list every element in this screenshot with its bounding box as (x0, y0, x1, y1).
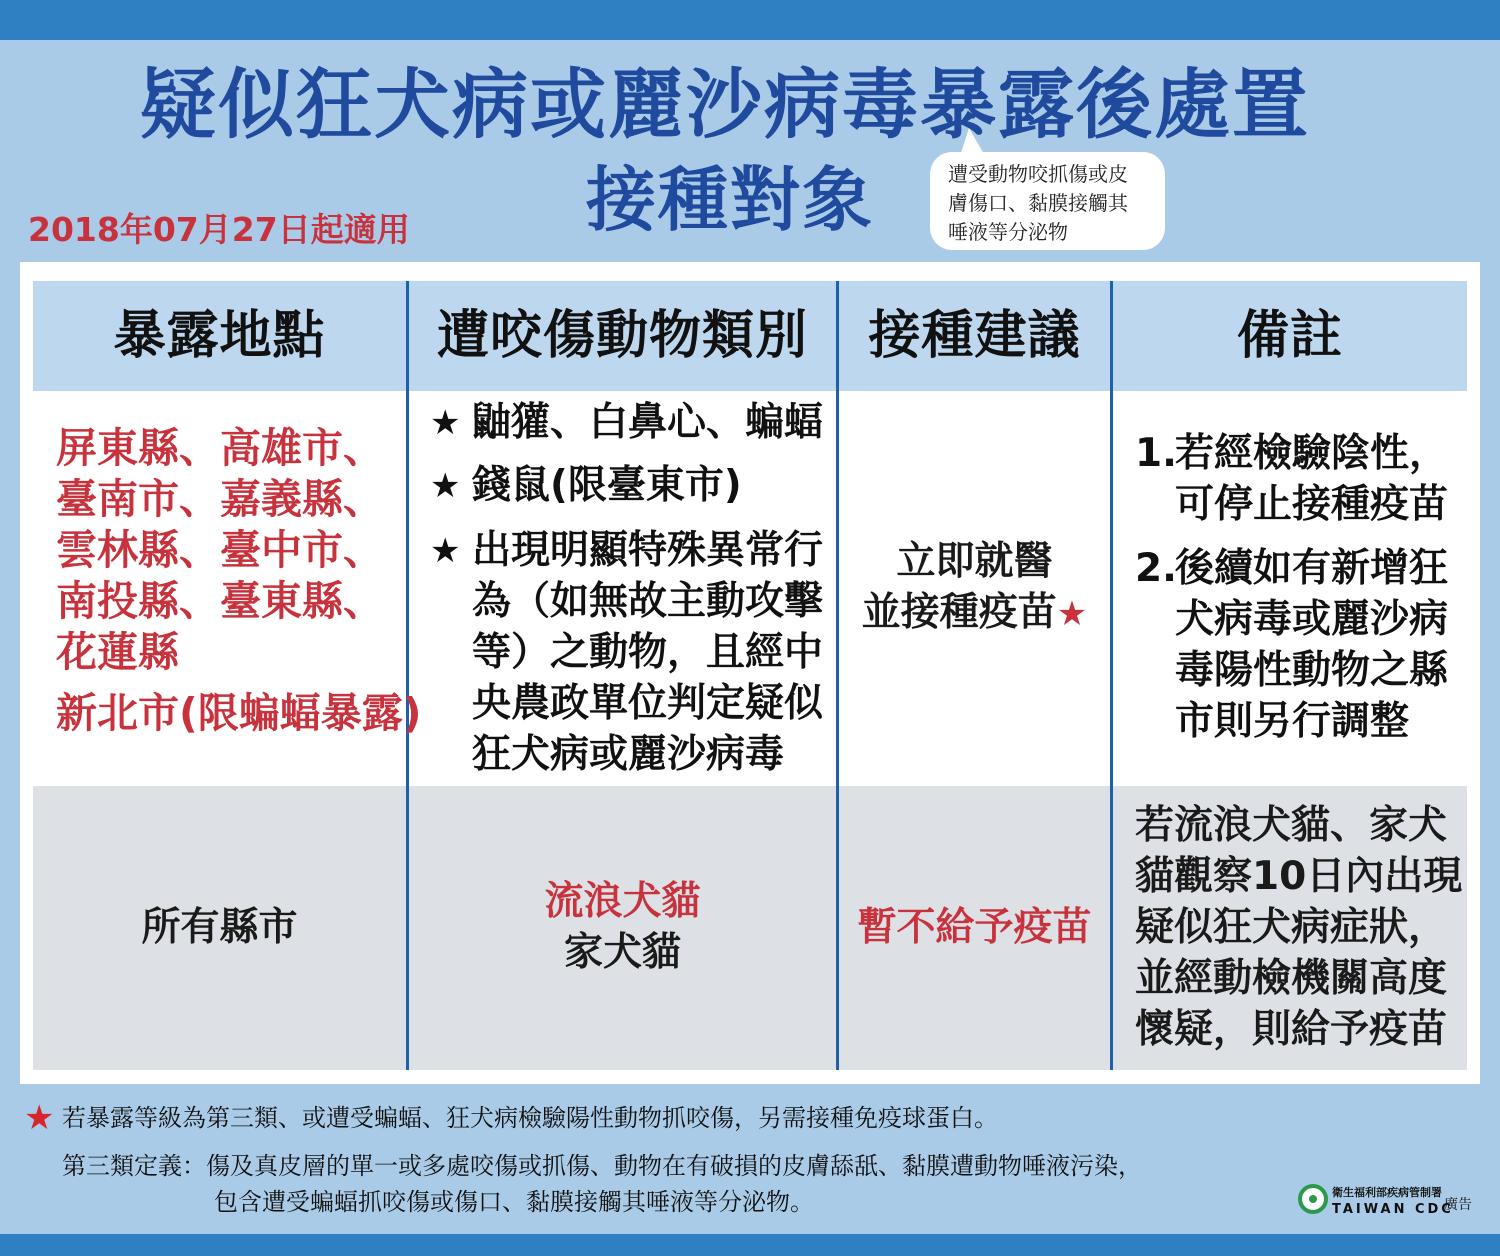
note-line: 疑似狂犬病症狀， (1135, 905, 1448, 950)
bottom-band (0, 1234, 1500, 1256)
animal-line: 錢鼠(限臺東市) (472, 463, 742, 508)
location-line: 臺南市、嘉義縣、 (56, 475, 384, 523)
footnote-immunoglobulin: 若暴露等級為第三類、或遭受蝙蝠、狂犬病檢驗陽性動物抓咬傷，另需接種免疫球蛋白。 (62, 1104, 998, 1132)
publisher-name-cn: 衛生福利部疾病管制署 (1332, 1186, 1442, 1199)
callout-line: 膚傷口、黏膜接觸其 (948, 191, 1128, 215)
callout-bubble (930, 152, 1165, 250)
recommendation-line-2 (839, 587, 1110, 640)
star-icon: ★ (430, 466, 461, 506)
animal-domestic: 家犬貓 (563, 930, 681, 975)
star-icon: ★ (430, 531, 461, 571)
row2-notes (1135, 800, 1462, 1055)
header-recommendation: 接種建議 (868, 306, 1081, 366)
ad-label: 廣告 (1444, 1197, 1472, 1213)
star-icon: ★ (430, 403, 461, 443)
note-number: 1. (1135, 431, 1177, 476)
star-icon: ★ (1056, 594, 1088, 634)
note-line: 若流浪犬貓、家犬 (1135, 803, 1448, 848)
location-new-taipei: 新北市(限蝙蝠暴露) (56, 689, 422, 737)
animal-line: 為（如無故主動攻擊 (472, 579, 824, 624)
page-title: 疑似狂犬病或麗沙病毒暴露後處置 (140, 60, 1310, 149)
location-line: 南投縣、臺東縣、 (56, 577, 384, 625)
header-animal: 遭咬傷動物類別 (436, 306, 808, 366)
row1-recommendation (839, 536, 1110, 640)
top-band (0, 0, 1500, 40)
row2-animals (409, 876, 836, 978)
recommendation-line: 立即就醫 (896, 539, 1053, 584)
header-notes: 備註 (1236, 306, 1343, 366)
animal-line: 狂犬病或麗沙病毒 (472, 732, 785, 777)
location-line: 屏東縣、高雄市、 (56, 424, 384, 472)
animal-line: 出現明顯特殊異常行 (472, 528, 824, 573)
row2-recommendation: 暫不給予疫苗 (857, 905, 1092, 950)
page-subtitle: 接種對象 (586, 159, 874, 241)
recommendation-text: 並接種疫苗 (861, 590, 1057, 635)
callout-line: 遭受動物咬抓傷或皮 (948, 162, 1128, 186)
location-line: 花蓮縣 (56, 628, 179, 676)
note-line: 懷疑，則給予疫苗 (1135, 1007, 1448, 1052)
note-number: 2. (1135, 546, 1177, 591)
note-line: 可停止接種疫苗 (1175, 482, 1449, 527)
note-line: 貓觀察10日內出現 (1135, 854, 1463, 899)
row1-locations (56, 423, 384, 678)
note-line: 並經動檢機關高度 (1135, 956, 1448, 1001)
cdc-logo-icon (1298, 1184, 1328, 1214)
header-location: 暴露地點 (113, 306, 326, 366)
note-line: 若經檢驗陰性， (1175, 431, 1449, 476)
column-divider (1110, 281, 1113, 1070)
animal-line: 鼬獾、白鼻心、蝙蝠 (472, 400, 824, 445)
animal-line: 央農政單位判定疑似 (472, 681, 824, 726)
animal-line: 等）之動物，且經中 (472, 630, 824, 675)
note-line: 後續如有新增狂 (1175, 546, 1449, 591)
star-icon: ★ (24, 1098, 55, 1138)
publisher-name-en: TAIWAN CDC (1332, 1202, 1454, 1217)
footnote-definition-cont: 包含遭受蝙蝠抓咬傷或傷口、黏膜接觸其唾液等分泌物。 (214, 1188, 814, 1216)
footnote-definition: 第三類定義：傷及真皮層的單一或多處咬傷或抓傷、動物在有破損的皮膚舔舐、黏膜遭動物唾液污染， (62, 1152, 1142, 1180)
note-line: 市則另行調整 (1175, 699, 1410, 744)
location-line: 雲林縣、臺中市、 (56, 526, 384, 574)
note-line: 毒陽性動物之縣 (1175, 648, 1449, 693)
animal-stray: 流浪犬貓 (544, 879, 701, 924)
note-line: 犬病毒或麗沙病 (1175, 597, 1449, 642)
effective-date: 2018年07月27日起適用 (28, 210, 410, 249)
row2-location: 所有縣市 (141, 905, 298, 950)
callout-line: 唾液等分泌物 (948, 220, 1068, 244)
